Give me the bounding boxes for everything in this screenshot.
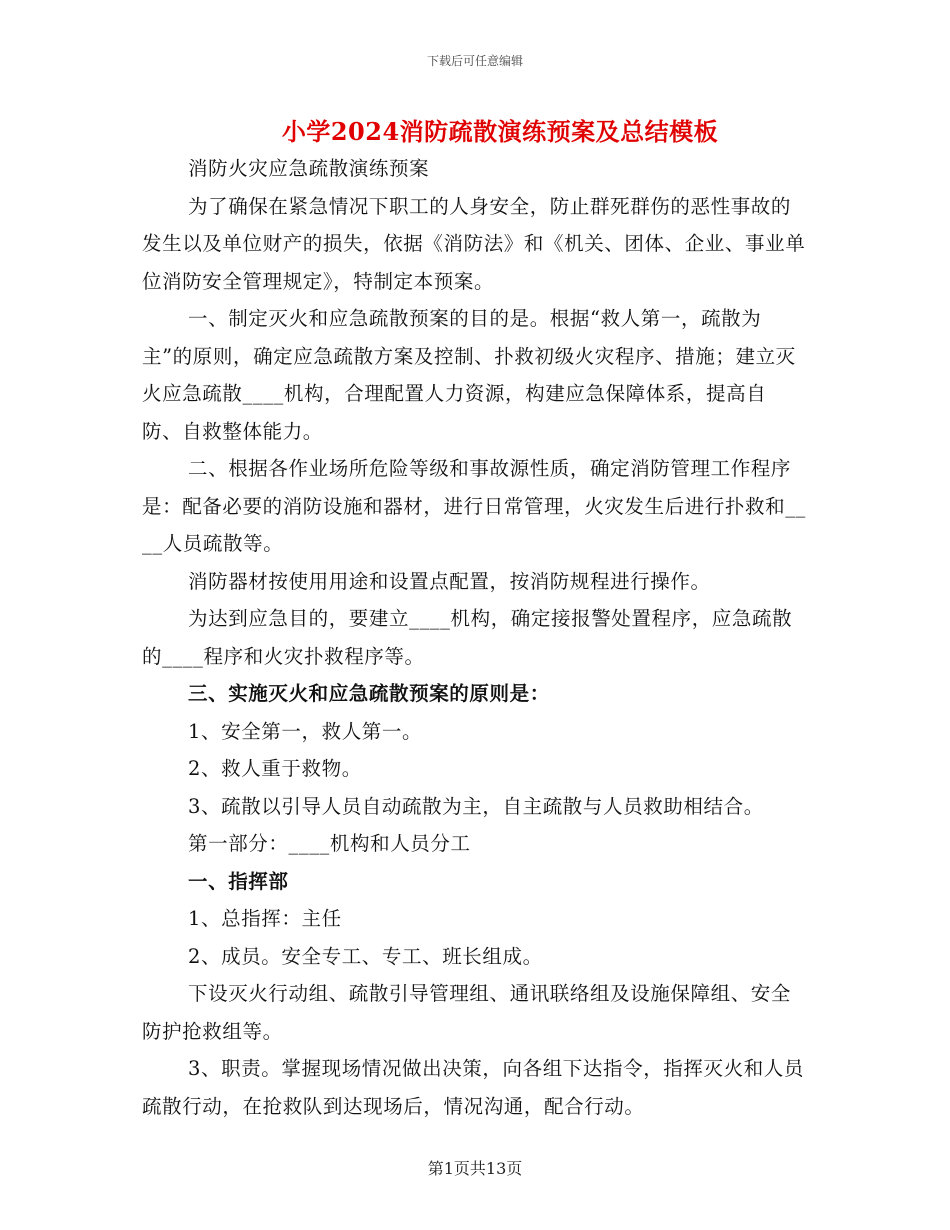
heading-section-3: 三、实施灭火和应急疏散预案的原则是：	[188, 682, 550, 705]
list-item-duties: 3、职责。掌握现场情况做出决策，向各组下达指令，指挥灭火和人员疏散行动，在抢救队到达现场后，情况沟通，配合行动。	[142, 1057, 805, 1118]
paragraph-subgroups: 下设灭火行动组、疏散引导管理组、通讯联络组及设施保障组、安全防护抢救组等。	[142, 982, 792, 1043]
document-title: 小学2024消防疏散演练预案及总结模板	[281, 117, 719, 146]
paragraph-intro: 为了确保在紧急情况下职工的人身安全，防止群死群伤的恶性事故的发生以及单位财产的损失，依据《消防法》和《机关、团体、企业、事业单位消防安全管理规定》，特制定本预案。	[142, 194, 806, 293]
paragraph-equipment: 消防器材按使用用途和设置点配置，按消防规程进行操作。	[188, 569, 711, 593]
paragraph-section-1: 一、制定灭火和应急疏散预案的目的是。根据“救人第一，疏散为主”的原则，确定应急疏散方案及控制、扑救初级火灾程序、措施；建立灭火应急疏散____机构，合理配置人力资源，构建应急保障体系，提高自防、自救整体能力。	[142, 307, 796, 443]
paragraph-emergency-goal: 为达到应急目的，要建立____机构，确定接报警处置程序，应急疏散的____程序和火灾扑救程序等。	[142, 607, 793, 668]
page-number-footer: 第1页共13页	[427, 1159, 523, 1178]
heading-command-center: 一、指挥部	[188, 869, 289, 893]
list-item-commander: 1、总指挥：主任	[188, 907, 342, 930]
list-item-members: 2、成员。安全专工、专工、班长组成。	[188, 944, 543, 968]
list-item-principle-2: 2、救人重于救物。	[188, 757, 362, 780]
list-item-principle-3: 3、疏散以引导人员自动疏散为主，自主疏散与人员救助相结合。	[188, 794, 764, 818]
heading-part-1: 第一部分：____机构和人员分工	[188, 832, 471, 855]
document-body	[142, 150, 806, 1125]
page-header-note: 下载后可任意编辑	[426, 54, 523, 68]
paragraph-section-2: 二、根据各作业场所危险等级和事故源性质，确定消防管理工作程序是：配备必要的消防设施和器材，进行日常管理，火灾发生后进行扑救和____人员疏散等。	[142, 457, 806, 555]
paragraph-plan-name: 消防火灾应急疏散演练预案	[188, 157, 430, 180]
list-item-principle-1: 1、安全第一，救人第一。	[188, 719, 423, 743]
